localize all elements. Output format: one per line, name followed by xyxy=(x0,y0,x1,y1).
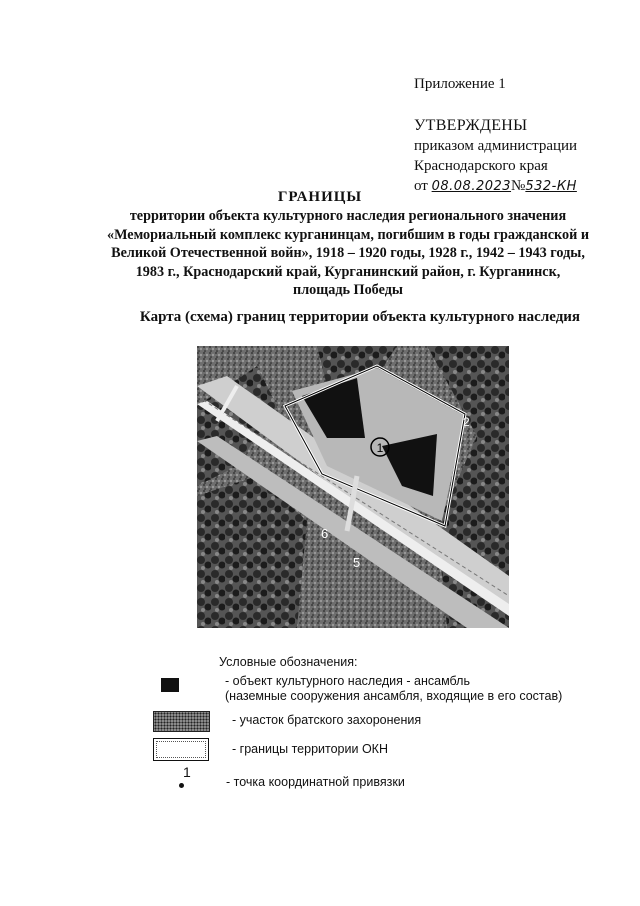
legend-item-ensemble xyxy=(225,674,562,704)
legend-symbol-boundary xyxy=(153,738,209,761)
document-title: ГРАНИЦЫ xyxy=(277,189,363,205)
subtitle-line: Великой Отечественной войн», 1918 – 1920 годы, 1928 г., 1942 – 1943 годы, xyxy=(111,245,585,261)
approval-block xyxy=(414,116,577,197)
approved-heading: УТВЕРЖДЕНЫ xyxy=(414,117,528,134)
legend-item-boundary: - границы территории ОКН xyxy=(232,742,388,756)
document-subtitle xyxy=(82,207,614,300)
legend-item-burial: - участок братского захоронения xyxy=(232,713,422,727)
from-label: от xyxy=(414,178,428,194)
appendix-label: Приложение 1 xyxy=(414,76,506,92)
legend-symbol-burial xyxy=(153,711,210,732)
legend-title: Условные обозначения: xyxy=(219,655,358,669)
legend-item-point: - точка координатной привязки xyxy=(226,775,405,789)
legend-item-note: (наземные сооружения ансамбля, входящие в его состав) xyxy=(225,689,563,703)
map-point-2-label: 2 xyxy=(463,415,470,429)
handwritten-date: 08.08.2023 xyxy=(431,179,512,194)
handwritten-number: 532-КН xyxy=(525,179,577,194)
legend-item-label: - объект культурного наследия - ансамбль xyxy=(225,674,470,688)
approved-region: Краснодарского края xyxy=(414,158,548,174)
aerial-map xyxy=(197,346,509,628)
map-point-6-label: 6 xyxy=(321,526,329,541)
approved-by-order: приказом администрации xyxy=(414,138,578,154)
legend-symbol-ensemble xyxy=(161,678,179,692)
legend-symbol-point-number: 1 xyxy=(183,764,191,780)
subtitle-line: площадь Победы xyxy=(293,282,403,298)
map-object-label: 1 xyxy=(376,441,384,455)
aerial-map-image xyxy=(197,346,509,628)
map-point-5-label: 5 xyxy=(353,555,361,570)
legend-symbol-point-dot xyxy=(179,783,184,788)
subtitle-line: 1983 г., Краснодарский край, Курганинский район, г. Курганинск, xyxy=(135,263,561,280)
subtitle-line: территории объекта культурного наследия регионального значения xyxy=(129,208,567,224)
subtitle-line: «Мемориальный комплекс курганинцам, погибшим в годы гражданской и xyxy=(106,226,590,243)
map-caption: Карта (схема) границ территории объекта культурного наследия xyxy=(139,309,581,325)
number-label: № xyxy=(511,178,526,194)
